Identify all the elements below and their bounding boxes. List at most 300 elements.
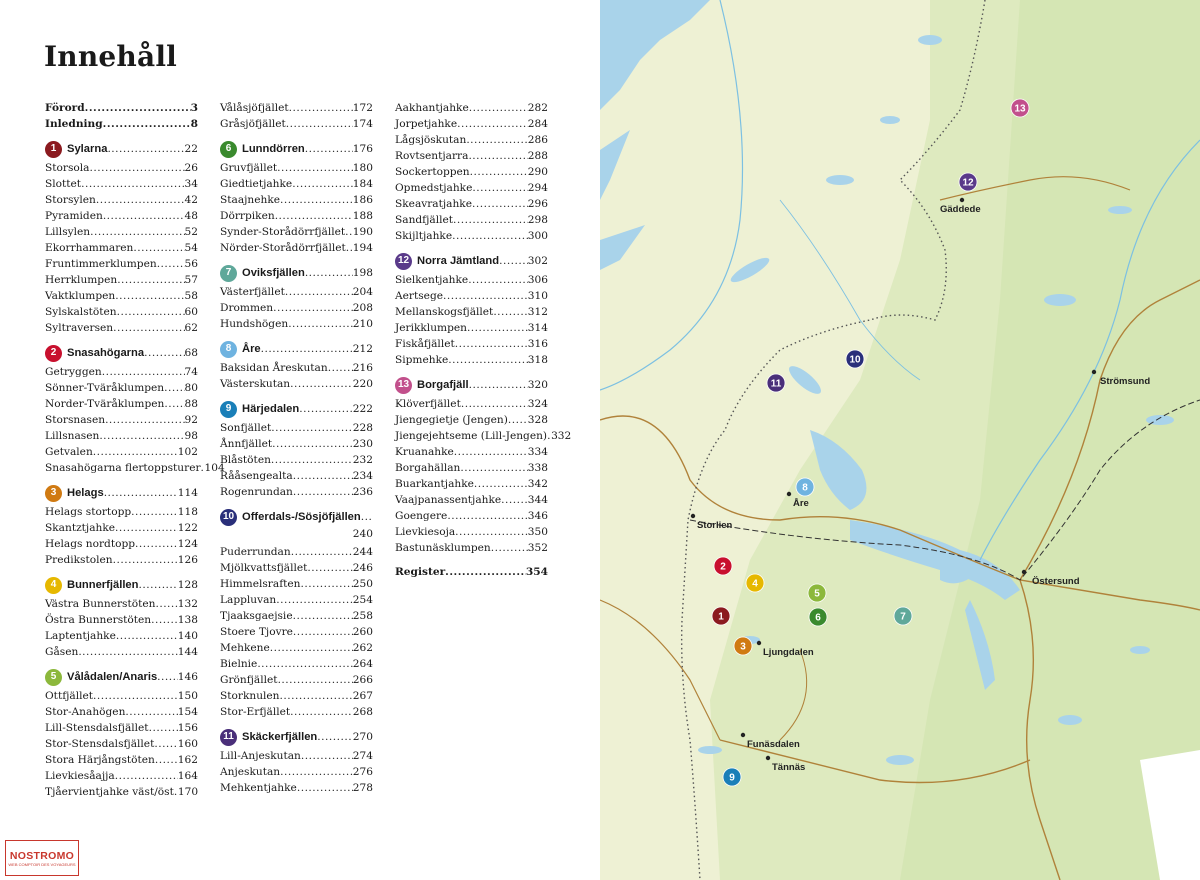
map-route-marker[interactable] — [808, 584, 826, 602]
entry-title: Skeavratjahke — [395, 198, 472, 210]
toc-entry[interactable] — [395, 460, 548, 476]
place-dot-icon — [766, 756, 770, 760]
entry-page-number: 262 — [352, 642, 373, 654]
toc-entry[interactable] — [220, 452, 373, 468]
section-title: Snasahögarna — [67, 347, 145, 359]
dot-leader — [135, 536, 178, 552]
dot-leader — [276, 592, 353, 608]
toc-entry[interactable] — [45, 504, 198, 520]
entry-title: Norder-Tväråklumpen — [45, 398, 165, 410]
dot-leader — [493, 304, 527, 320]
toc-entry[interactable] — [45, 160, 198, 176]
entry-title: Storknulen — [220, 690, 280, 702]
entry-page-number: 250 — [352, 578, 373, 590]
entry-title: Stor-Anahögen — [45, 706, 126, 718]
toc-entry[interactable] — [220, 764, 373, 780]
dot-leader — [157, 256, 185, 272]
map-route-marker[interactable] — [959, 173, 977, 191]
toc-entry[interactable] — [45, 596, 198, 612]
entry-page-number: 154 — [177, 706, 198, 718]
entry-title: Rååsengealta — [220, 470, 293, 482]
toc-entry[interactable] — [395, 492, 548, 508]
toc-entry[interactable] — [45, 552, 198, 568]
map-route-marker[interactable] — [809, 608, 827, 626]
map-place-label: Storlien — [697, 520, 733, 531]
dot-leader — [470, 164, 528, 180]
entry-title: Sielkentjahke — [395, 274, 469, 286]
entry-title: Lappluvan — [220, 594, 277, 606]
toc-section-row — [220, 264, 373, 282]
map-route-marker[interactable] — [767, 374, 785, 392]
dot-leader — [99, 428, 184, 444]
dot-leader — [491, 540, 528, 556]
entry-title: Stor-Stensdalsfjället — [45, 738, 155, 750]
map-route-marker[interactable] — [734, 637, 752, 655]
map-place-label: Östersund — [1032, 576, 1080, 587]
marker-number: 7 — [900, 611, 906, 623]
toc-entry[interactable] — [45, 224, 198, 240]
entry-page-number: 276 — [352, 766, 373, 778]
entry-page-number: 284 — [527, 118, 548, 130]
entry-page-number: 162 — [177, 754, 198, 766]
toc-entry[interactable] — [395, 564, 548, 580]
entry-title: Snasahögarna flertoppsturer — [45, 462, 201, 474]
entry-page-number: 232 — [352, 454, 373, 466]
entry-title: Synder-Storådörrfjället — [220, 226, 346, 238]
dot-leader — [115, 288, 184, 304]
toc-entry[interactable] — [45, 256, 198, 272]
entry-title: Storsylen — [45, 194, 96, 206]
toc-entry[interactable] — [45, 784, 198, 800]
toc-entry[interactable] — [220, 608, 373, 624]
toc-entry[interactable] — [45, 688, 198, 704]
section-title: Borgafjäll — [417, 379, 469, 391]
toc-entry[interactable] — [45, 444, 198, 460]
toc-section-heading[interactable] — [45, 576, 198, 594]
place-dot-icon — [960, 198, 964, 202]
entry-title: Goengere — [395, 510, 448, 522]
entry-title: Tjaaksgaejsie — [220, 610, 293, 622]
entry-title: Drommen — [220, 302, 274, 314]
toc-entry[interactable] — [220, 160, 373, 176]
toc-entry[interactable] — [45, 612, 198, 628]
toc-entry[interactable] — [45, 240, 198, 256]
section-number-badge: 13 — [395, 377, 412, 394]
section-number-badge: 3 — [45, 485, 62, 502]
toc-entry[interactable] — [395, 100, 548, 116]
toc-entry[interactable] — [395, 132, 548, 148]
toc-entry[interactable] — [220, 748, 373, 764]
section-title: Sylarna — [67, 143, 108, 155]
toc-entry[interactable] — [395, 540, 548, 556]
entry-page-number: 228 — [352, 422, 373, 434]
toc-column-3 — [395, 100, 572, 580]
toc-entry[interactable] — [395, 196, 548, 212]
nostromo-logo — [5, 840, 79, 876]
dot-leader — [291, 544, 353, 560]
toc-section-heading[interactable] — [220, 140, 373, 158]
dot-leader — [155, 596, 177, 612]
entry-title: Slottet — [45, 178, 82, 190]
toc-entry[interactable] — [220, 208, 373, 224]
entry-page-number: 92 — [184, 414, 198, 426]
entry-title: Vaktklumpen — [45, 290, 116, 302]
entry-title: Västerskutan — [220, 378, 291, 390]
toc-entry[interactable] — [395, 116, 548, 132]
dot-leader — [271, 452, 353, 468]
entry-title: Västerfjället — [220, 286, 285, 298]
entry-page-number: 58 — [184, 290, 198, 302]
entry-title: Lillsnasen — [45, 430, 100, 442]
entry-page-number: 132 — [177, 598, 198, 610]
logo-name: NOSTROMO — [9, 849, 75, 862]
toc-entry[interactable] — [220, 780, 373, 796]
map-route-marker[interactable] — [746, 574, 764, 592]
map-route-marker[interactable] — [712, 607, 730, 625]
entry-title: Storsola — [45, 162, 90, 174]
section-page-number: 222 — [352, 403, 373, 415]
entry-title: Lill-Anjeskutan — [220, 750, 301, 762]
entry-title: Gruvfjället — [220, 162, 278, 174]
toc-entry[interactable] — [395, 320, 548, 336]
entry-page-number: 278 — [352, 782, 373, 794]
toc-entry[interactable] — [395, 412, 548, 428]
entry-page-number: 338 — [527, 462, 548, 474]
entry-title: Jiengegietje (Jengen) — [395, 414, 508, 426]
entry-page-number: 62 — [184, 322, 198, 334]
toc-entry[interactable] — [395, 476, 548, 492]
toc-section-heading[interactable] — [220, 728, 373, 746]
entry-title: Tjåervientjahke väst/öst — [45, 786, 174, 798]
place-dot-icon — [691, 514, 695, 518]
dot-leader — [96, 192, 185, 208]
toc-section-heading[interactable] — [395, 376, 548, 394]
section-title: Oviksfjällen — [242, 267, 305, 279]
entry-page-number: 246 — [352, 562, 373, 574]
toc-section-heading[interactable] — [395, 252, 548, 270]
dot-leader — [297, 780, 353, 796]
dot-leader — [345, 224, 353, 240]
dot-leader — [472, 196, 528, 212]
entry-title: Fruntimmerklumpen — [45, 258, 157, 270]
toc-entry[interactable] — [395, 304, 548, 320]
dot-leader — [299, 401, 353, 417]
toc-entry[interactable] — [220, 576, 373, 592]
toc-entry[interactable] — [220, 468, 373, 484]
toc-entry[interactable] — [45, 176, 198, 192]
marker-number: 12 — [962, 177, 974, 189]
toc-entry[interactable] — [45, 364, 198, 380]
entry-page-number: 254 — [352, 594, 373, 606]
section-number-badge: 10 — [220, 509, 237, 526]
toc-entry[interactable] — [395, 148, 548, 164]
dot-leader — [445, 564, 526, 580]
toc-entry[interactable] — [220, 316, 373, 332]
toc-entry[interactable] — [45, 304, 198, 320]
entry-title: Skijltjahke — [395, 230, 453, 242]
dot-leader — [105, 412, 184, 428]
entry-page-number: 3 — [190, 102, 198, 114]
entry-page-number: 342 — [527, 478, 548, 490]
toc-entry[interactable] — [45, 412, 198, 428]
entry-page-number: 138 — [177, 614, 198, 626]
entry-page-number: 184 — [352, 178, 373, 190]
toc-entry[interactable] — [45, 100, 198, 116]
page-title: Innehåll — [44, 40, 178, 73]
toc-entry[interactable] — [45, 536, 198, 552]
entry-page-number: 332 — [551, 430, 572, 442]
toc-entry[interactable] — [220, 284, 373, 300]
toc-section-heading[interactable] — [220, 508, 373, 542]
dot-leader — [468, 272, 528, 288]
dot-leader — [144, 345, 184, 361]
entry-title: Lågsjöskutan — [395, 134, 467, 146]
toc-entry[interactable] — [220, 240, 373, 256]
entry-page-number: 300 — [527, 230, 548, 242]
dot-leader — [154, 736, 177, 752]
dot-leader — [131, 504, 178, 520]
toc-entry[interactable] — [220, 624, 373, 640]
toc-entry[interactable] — [395, 336, 548, 352]
toc-section-heading[interactable] — [220, 400, 373, 418]
toc-entry[interactable] — [45, 736, 198, 752]
entry-title: Storsnasen — [45, 414, 106, 426]
section-page-number: 22 — [184, 143, 198, 155]
toc-entry[interactable] — [395, 180, 548, 196]
entry-page-number: 314 — [527, 322, 548, 334]
entry-title: Skantztjahke — [45, 522, 116, 534]
marker-number: 2 — [720, 561, 726, 573]
section-number-badge: 12 — [395, 253, 412, 270]
entry-page-number: 328 — [527, 414, 548, 426]
entry-page-number: 48 — [184, 210, 198, 222]
toc-entry[interactable] — [45, 192, 198, 208]
toc-entry[interactable] — [220, 484, 373, 500]
toc-entry[interactable] — [220, 360, 373, 376]
dot-leader — [501, 492, 528, 508]
entry-page-number: 298 — [527, 214, 548, 226]
toc-entry[interactable] — [220, 672, 373, 688]
dot-leader — [133, 240, 184, 256]
toc-section-heading[interactable] — [220, 340, 373, 358]
entry-title: Gåsen — [45, 646, 79, 658]
dot-leader — [452, 228, 528, 244]
entry-title: Bastunäsklumpen — [395, 542, 491, 554]
toc-entry[interactable] — [220, 116, 373, 132]
entry-page-number: 104 — [204, 462, 225, 474]
toc-entry[interactable] — [220, 420, 373, 436]
region-map — [600, 0, 1200, 880]
toc-entry[interactable] — [45, 208, 198, 224]
toc-entry[interactable] — [220, 560, 373, 576]
toc-entry[interactable] — [220, 100, 373, 116]
entry-page-number: 306 — [527, 274, 548, 286]
dot-leader — [468, 148, 527, 164]
entry-page-number: 140 — [177, 630, 198, 642]
section-number-badge: 11 — [220, 729, 237, 746]
entry-title: Blåstöten — [220, 454, 271, 466]
entry-title: Grönfjället — [220, 674, 278, 686]
entry-title: Lillsylen — [45, 226, 91, 238]
entry-page-number: 344 — [527, 494, 548, 506]
toc-entry[interactable] — [220, 592, 373, 608]
toc-entry[interactable] — [220, 376, 373, 392]
toc-entry[interactable] — [220, 688, 373, 704]
dot-leader — [285, 284, 353, 300]
map-route-marker[interactable] — [723, 768, 741, 786]
entry-title: Jorpetjahke — [395, 118, 458, 130]
toc-entry[interactable] — [45, 272, 198, 288]
toc-section-row — [220, 340, 373, 358]
entry-title: Aertsege — [395, 290, 443, 302]
map-place-label: Ljungdalen — [763, 647, 814, 658]
toc-section-row — [220, 400, 373, 418]
entry-page-number: 88 — [184, 398, 198, 410]
entry-title: Pyramiden — [45, 210, 103, 222]
section-number-badge: 6 — [220, 141, 237, 158]
entry-page-number: 268 — [352, 706, 373, 718]
entry-title: Vaajpanassentjahke — [395, 494, 502, 506]
toc-column-1 — [45, 100, 225, 800]
section-page-number: 128 — [177, 579, 198, 591]
entry-title: Buarkantjahke — [395, 478, 474, 490]
entry-title: Lill-Stensdalsfjället — [45, 722, 149, 734]
entry-page-number: 98 — [184, 430, 198, 442]
dot-leader — [115, 768, 178, 784]
toc-entry[interactable] — [45, 520, 198, 536]
dot-leader — [454, 444, 528, 460]
dot-leader — [151, 612, 178, 628]
toc-entry[interactable] — [220, 176, 373, 192]
toc-entry[interactable] — [395, 428, 572, 444]
dot-leader — [113, 320, 184, 336]
marker-number: 11 — [770, 378, 782, 390]
section-title: Åre — [242, 343, 261, 355]
entry-title: Sonfjället — [220, 422, 272, 434]
toc-entry[interactable] — [45, 704, 198, 720]
toc-entry[interactable] — [45, 644, 198, 660]
toc-entry[interactable] — [395, 524, 548, 540]
toc-entry[interactable] — [220, 640, 373, 656]
dot-leader — [472, 180, 527, 196]
entry-page-number: 324 — [527, 398, 548, 410]
map-route-marker[interactable] — [894, 607, 912, 625]
map-place-label: Strömsund — [1100, 376, 1151, 387]
toc-entry[interactable] — [45, 720, 198, 736]
toc-section-heading[interactable] — [220, 264, 373, 282]
entry-title: Stoere Tjovre — [220, 626, 293, 638]
entry-title: Jiengejehtseme (Lill-Jengen) — [395, 430, 548, 442]
dot-leader — [280, 688, 353, 704]
entry-title: Sockertoppen — [395, 166, 470, 178]
toc-entry[interactable] — [220, 656, 373, 672]
toc-entry[interactable] — [395, 444, 548, 460]
toc-entry[interactable] — [45, 396, 198, 412]
toc-entry[interactable] — [45, 460, 225, 476]
map-route-marker[interactable] — [1011, 99, 1029, 117]
entry-page-number: 216 — [352, 362, 373, 374]
toc-spacer — [395, 556, 548, 564]
toc-entry[interactable] — [45, 380, 198, 396]
toc-entry[interactable] — [45, 116, 198, 132]
entry-page-number: 294 — [527, 182, 548, 194]
entry-title: Getvalen — [45, 446, 93, 458]
dot-leader — [286, 116, 353, 132]
map-place-label: Åre — [793, 498, 809, 509]
place-dot-icon — [757, 641, 761, 645]
entry-title: Ekorrhammaren — [45, 242, 134, 254]
marker-number: 8 — [802, 482, 808, 494]
dot-leader — [78, 644, 177, 660]
toc-entry[interactable] — [45, 628, 198, 644]
map-route-marker[interactable] — [796, 478, 814, 496]
toc-entry[interactable] — [395, 288, 548, 304]
entry-page-number: 354 — [525, 566, 548, 578]
toc-entry[interactable] — [45, 768, 198, 784]
toc-entry[interactable] — [45, 320, 198, 336]
section-title: Vålådalen/Anaris — [67, 671, 158, 683]
dot-leader — [307, 560, 352, 576]
entry-page-number: 8 — [190, 118, 198, 130]
dot-leader — [89, 160, 184, 176]
map-place-label: Tännäs — [772, 762, 806, 773]
map-route-marker[interactable] — [714, 557, 732, 575]
toc-entry[interactable] — [220, 224, 373, 240]
toc-entry[interactable] — [220, 192, 373, 208]
toc-section-row — [220, 508, 373, 526]
toc-column-2 — [220, 100, 373, 796]
entry-page-number: 230 — [352, 438, 373, 450]
toc-entry[interactable] — [395, 352, 548, 368]
toc-section-heading[interactable] — [45, 344, 198, 362]
toc-entry[interactable] — [395, 272, 548, 288]
marker-number: 10 — [849, 354, 861, 366]
toc-entry[interactable] — [45, 752, 198, 768]
toc-entry[interactable] — [220, 300, 373, 316]
toc-entry[interactable] — [45, 288, 198, 304]
entry-title: Opmedstjahke — [395, 182, 473, 194]
toc-entry[interactable] — [220, 704, 373, 720]
toc-entry[interactable] — [45, 428, 198, 444]
entry-page-number: 160 — [177, 738, 198, 750]
dot-leader — [469, 377, 528, 393]
toc-entry[interactable] — [395, 396, 548, 412]
entry-page-number: 34 — [184, 178, 198, 190]
dot-leader — [317, 729, 353, 745]
dot-leader — [107, 141, 184, 157]
entry-title: Register — [395, 566, 446, 578]
toc-entry[interactable] — [395, 164, 548, 180]
toc-section-heading[interactable] — [45, 484, 198, 502]
dot-leader — [270, 640, 353, 656]
entry-page-number: 150 — [177, 690, 198, 702]
entry-page-number: 188 — [352, 210, 373, 222]
toc-section-heading[interactable] — [45, 140, 198, 158]
dot-leader — [113, 552, 178, 568]
toc-entry[interactable] — [220, 544, 373, 560]
entry-title: Inledning — [45, 118, 103, 130]
section-title: Offerdals-/Sösjöfjällen — [242, 511, 361, 523]
toc-section-heading[interactable] — [45, 668, 198, 686]
entry-page-number: 296 — [527, 198, 548, 210]
toc-entry[interactable] — [395, 228, 548, 244]
map-route-marker[interactable] — [846, 350, 864, 368]
dot-leader — [460, 460, 527, 476]
toc-entry[interactable] — [220, 436, 373, 452]
toc-entry[interactable] — [395, 508, 548, 524]
dot-leader — [289, 100, 353, 116]
toc-entry[interactable] — [395, 212, 548, 228]
